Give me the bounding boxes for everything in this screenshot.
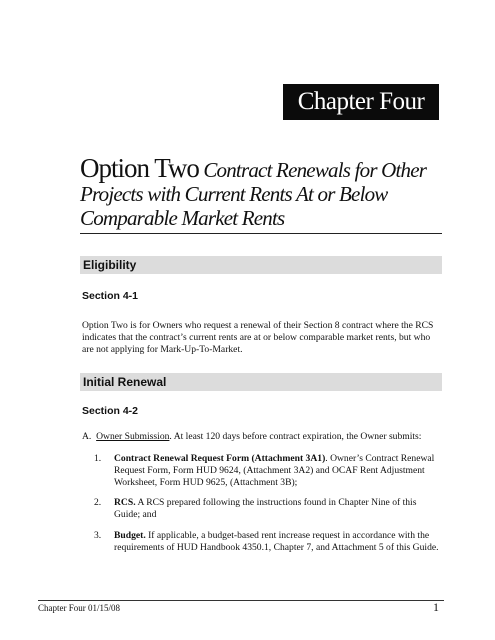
section-label-4-1: Section 4-1: [82, 290, 139, 302]
list-item: [94, 453, 444, 488]
list-item-number: 3.: [94, 530, 102, 541]
list-item: [94, 530, 444, 554]
page-number: 1: [433, 600, 439, 614]
list-item-bold: Budget.: [114, 530, 146, 541]
footer-text: Chapter Four 01/15/08: [38, 603, 120, 613]
chapter-label: Chapter Four: [283, 84, 439, 120]
item-a-text: . At least 120 days before contract expiration, the Owner submits:: [169, 431, 422, 442]
item-a-prefix: A.: [82, 431, 92, 442]
list-item-text: If applicable, a budget-based rent increase request in accordance with the requirements of HUD Handbook 4350.1, Chapter 7, and Attachment 5 of this Guide.: [114, 530, 439, 553]
section-heading-eligibility: Eligibility: [80, 256, 442, 274]
list-item-bold: RCS.: [114, 497, 136, 508]
section-label-4-2: Section 4-2: [82, 405, 139, 417]
item-a-underlined: Owner Submission: [96, 431, 170, 442]
list-item-number: 1.: [94, 453, 102, 464]
eligibility-paragraph: Option Two is for Owners who request a renewal of their Section 8 contract where the RCS indicates that the contract’s current rents are at or below comparable market rents, but who are not applying for Mark-Up-To-Market.: [82, 320, 434, 355]
title-subtitle: Contract Renewals for Other Projects with Current Rents At or Below Comparable Market Rents: [80, 158, 427, 230]
section-heading-initial-renewal: Initial Renewal: [80, 373, 442, 391]
list-item: [94, 497, 444, 521]
item-a-owner-submission: [82, 431, 442, 443]
list-item-text: A RCS prepared following the instructions found in Chapter Nine of this Guide; and: [114, 497, 417, 520]
title-main: Option Two: [80, 153, 199, 183]
page-title: [80, 153, 450, 230]
list-item-bold: Contract Renewal Request Form (Attachment 3A1): [114, 453, 326, 464]
title-divider: [80, 233, 442, 234]
footer-divider: [38, 600, 444, 601]
list-item-number: 2.: [94, 497, 102, 508]
list-item-text: . Owner’s Contract Renewal Request Form, Form HUD 9624, (Attachment 3A2) and OCAF Rent Adjustment Worksheet, Form HUD 9625, (Attachment 3B);: [114, 453, 435, 488]
